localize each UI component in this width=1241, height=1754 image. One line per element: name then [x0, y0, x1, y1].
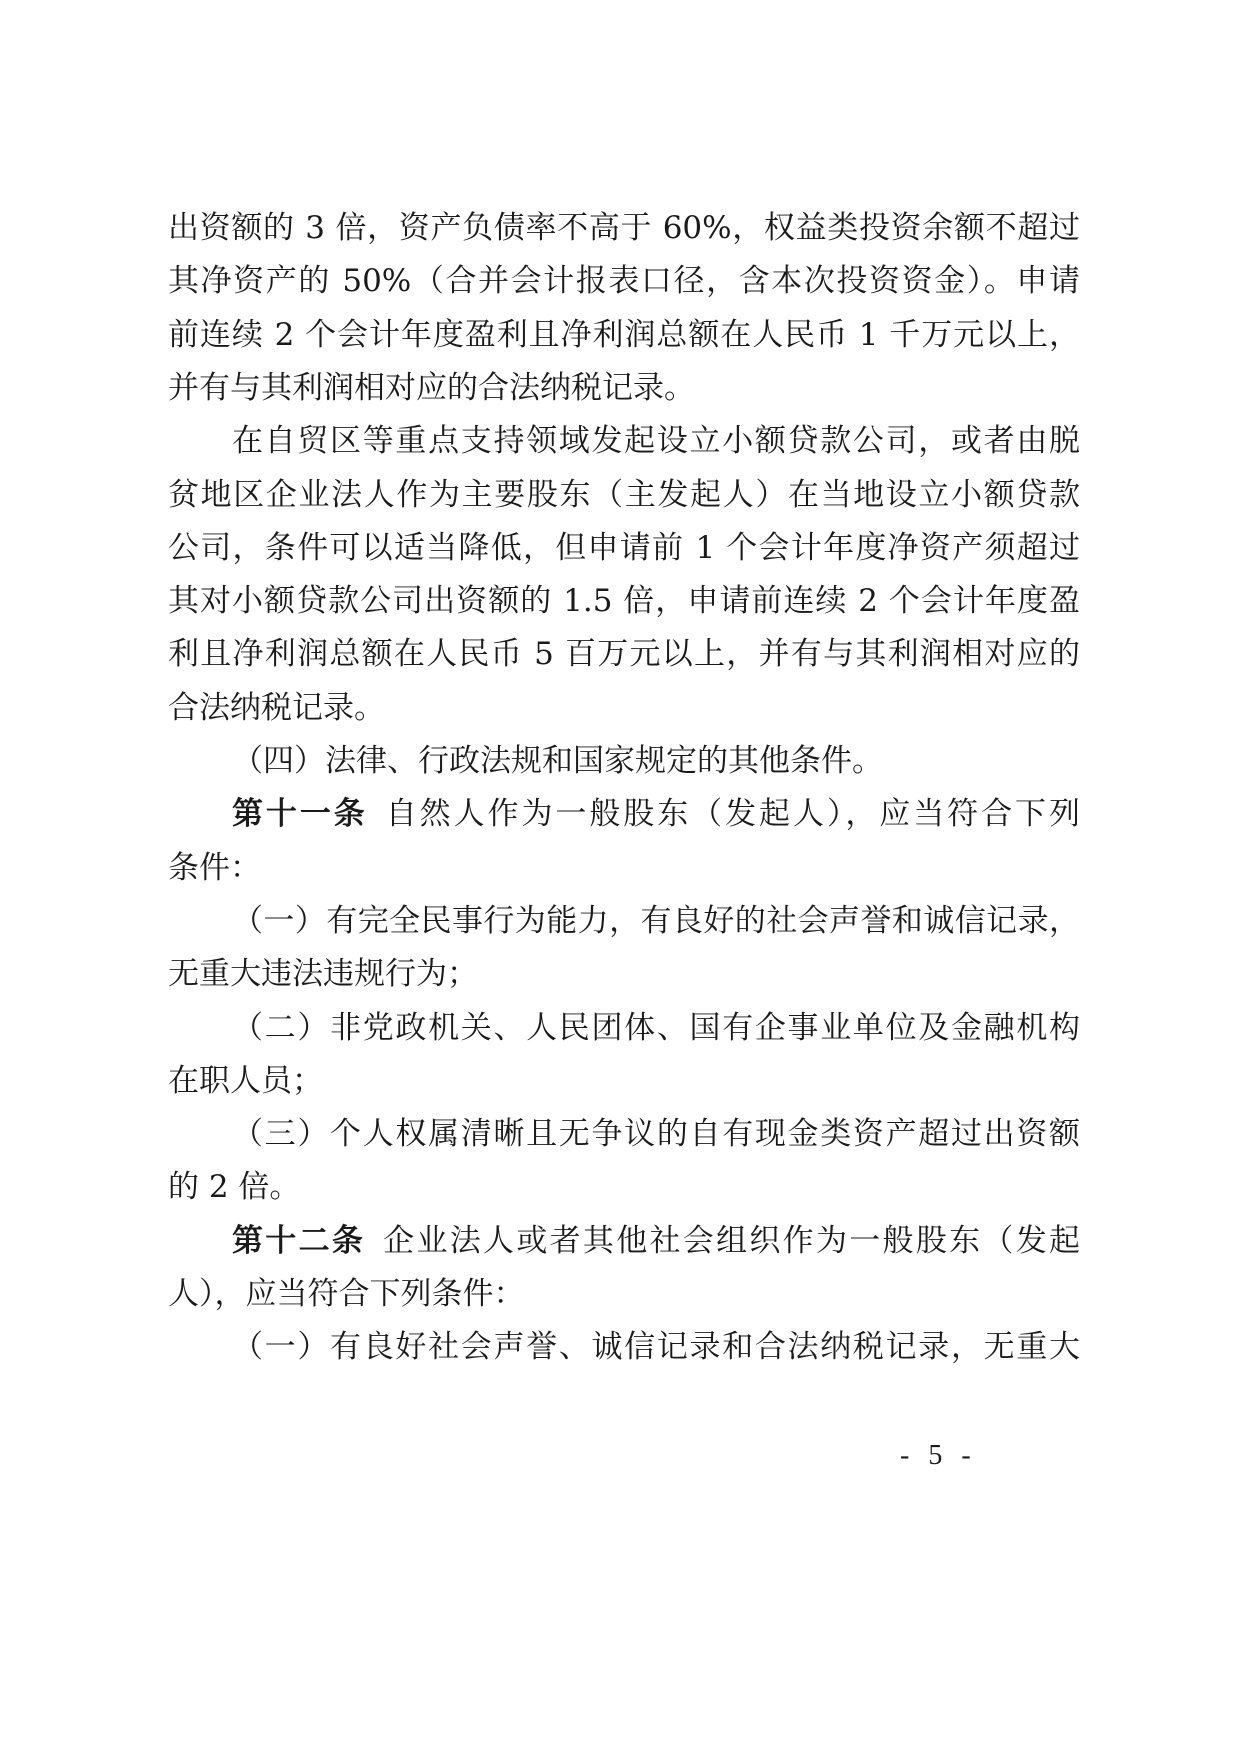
line-text: 自然人作为一般股东（发起人），应当符合下列 — [385, 796, 1080, 833]
line-text: 前连续 2 个会计年度盈利且净利润总额在人民币 1 千万元以上， — [168, 316, 1080, 353]
line-text: 无重大违法违规行为； — [168, 956, 478, 993]
text-line — [232, 1214, 1080, 1268]
line-text: 贫地区企业法人作为主要股东（主发起人）在当地设立小额贷款 — [168, 476, 1080, 513]
article-heading: 第十一条 — [232, 796, 368, 833]
text-line — [168, 1267, 1080, 1321]
text-line — [168, 1160, 1080, 1214]
text-line — [232, 1320, 1080, 1374]
line-text: 在职人员； — [168, 1062, 323, 1099]
line-text: （一）有良好社会声誉、诚信记录和合法纳税记录，无重大 — [232, 1329, 1080, 1366]
line-text: 企业法人或者其他社会组织作为一般股东（发起 — [383, 1222, 1081, 1259]
text-line — [168, 841, 1080, 895]
line-text: （二）非党政机关、人民团体、国有企事业单位及金融机构 — [232, 1009, 1080, 1046]
text-line — [168, 361, 1080, 415]
text-line — [168, 627, 1080, 681]
line-text: 利且净利润总额在人民币 5 百万元以上，并有与其利润相对应的 — [168, 636, 1080, 673]
line-text: 条件： — [168, 849, 261, 886]
line-text: 其净资产的 50%（合并会计报表口径，含本次投资资金）。申请 — [168, 263, 1080, 300]
text-line — [168, 681, 1080, 735]
line-text: （一）有完全民事行为能力，有良好的社会声誉和诚信记录， — [232, 902, 1080, 939]
line-text: 人），应当符合下列条件： — [168, 1276, 525, 1312]
text-line — [168, 201, 1080, 255]
text-line — [232, 1107, 1080, 1161]
line-text: （四）法律、行政法规和国家规定的其他条件。 — [232, 743, 883, 779]
text-line — [168, 468, 1080, 522]
line-text: 出资额的 3 倍，资产负债率不高于 60%，权益类投资余额不超过 — [168, 210, 1080, 246]
text-line — [232, 1001, 1080, 1055]
line-text: 的 2 倍。 — [168, 1169, 301, 1206]
text-line — [232, 894, 1080, 948]
text-line — [168, 254, 1080, 308]
article-heading: 第十二条 — [232, 1222, 366, 1259]
text-line — [168, 1054, 1080, 1108]
line-text: 合法纳税记录。 — [168, 689, 385, 726]
text-line — [168, 521, 1080, 575]
text-line — [168, 308, 1080, 362]
page-number: - 5 - — [900, 1440, 977, 1471]
line-text: （三）个人权属清晰且无争议的自有现金类资产超过出资额 — [232, 1116, 1080, 1153]
text-line — [168, 574, 1080, 628]
text-line — [232, 734, 1080, 788]
line-text: 公司，条件可以适当降低，但申请前 1 个会计年度净资产须超过 — [168, 529, 1080, 566]
line-text: 并有与其利润相对应的合法纳税记录。 — [168, 369, 695, 406]
text-line — [168, 947, 1080, 1001]
text-line — [232, 787, 1080, 841]
line-text: 其对小额贷款公司出资额的 1.5 倍，申请前连续 2 个会计年度盈 — [168, 583, 1080, 620]
line-text: 在自贸区等重点支持领域发起设立小额贷款公司，或者由脱 — [232, 423, 1080, 460]
text-line — [232, 414, 1080, 468]
